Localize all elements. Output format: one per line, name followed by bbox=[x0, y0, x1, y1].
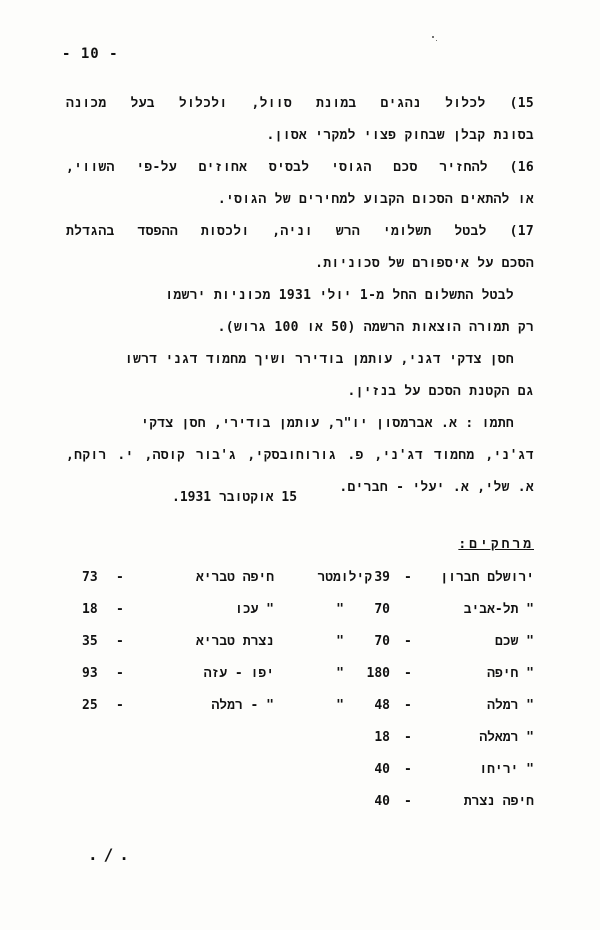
body-line: 17) לבטל תשלומי הרש וניה, ולכסות ההפסד בהגדלת bbox=[66, 224, 534, 239]
unit: קילומטר bbox=[317, 570, 372, 585]
dash-separator: - bbox=[404, 698, 412, 713]
distance-km: 48 bbox=[374, 698, 390, 713]
unit: " bbox=[336, 698, 344, 713]
route: חיפה טבריא bbox=[195, 570, 274, 585]
signatories-line: א. שלי, א. יעלי - חברים. bbox=[339, 480, 534, 495]
distance-km: 18 bbox=[374, 730, 390, 745]
end-mark: ./. bbox=[88, 845, 135, 864]
unit: " bbox=[336, 634, 344, 649]
dash-separator: - bbox=[404, 634, 412, 649]
body-line: הסכם על איספורם של סכוניות. bbox=[315, 256, 534, 271]
dash-separator: - bbox=[404, 794, 412, 809]
route: " יריחו bbox=[479, 762, 534, 777]
distance-km: 70 bbox=[374, 602, 390, 617]
dash-separator: - bbox=[116, 570, 124, 585]
distance-km: 25 bbox=[82, 698, 98, 713]
signatories-line: דג'ני, מחמוד דג'ני, פ. גורוחובסקי, ג'בור קוסה, י. רוקח, bbox=[66, 448, 534, 463]
route: נצרת טבריא bbox=[195, 634, 274, 649]
dash-separator: - bbox=[404, 762, 412, 777]
body-line: בסונת קבלן שבחוק פצוי למקרי אסון. bbox=[266, 128, 534, 143]
body-line: לבטל התשלום החל מ-1 יולי 1931 מכוניות ירשמו bbox=[165, 288, 514, 303]
distance-km: 39 bbox=[374, 570, 390, 585]
ink-speck bbox=[432, 36, 434, 38]
body-line: רק תמורה הוצאות הרשמה (50 או 100 גרוש). bbox=[217, 320, 534, 335]
distance-km: 180 bbox=[366, 666, 390, 681]
dash-separator: - bbox=[116, 666, 124, 681]
unit: " bbox=[336, 666, 344, 681]
distance-km: 70 bbox=[374, 634, 390, 649]
distance-km: 40 bbox=[374, 762, 390, 777]
page-number: - 10 - bbox=[62, 46, 119, 62]
dash-separator: - bbox=[404, 730, 412, 745]
body-line: או להתאים הסכום הקבוע למחירים של הגוסי. bbox=[217, 192, 534, 207]
distance-km: 93 bbox=[82, 666, 98, 681]
body-line: חסן צדקי דגני, עותמן בודירר ושיך מחמוד דגני דרשו bbox=[124, 352, 514, 367]
dash-separator: - bbox=[116, 698, 124, 713]
route: " תל-אביב bbox=[463, 602, 534, 617]
dash-separator: - bbox=[116, 602, 124, 617]
route: יפו - עזה bbox=[203, 666, 274, 681]
body-line: 15) לכלול נהגים במונת סוול, ולכלול בעל מכונה bbox=[66, 96, 534, 111]
route: חיפה נצרת bbox=[463, 794, 534, 809]
body-line: גם הקטנת הסכם על בנזין. bbox=[347, 384, 534, 399]
dash-separator: - bbox=[404, 570, 412, 585]
distance-km: 73 bbox=[82, 570, 98, 585]
signatories-line: חתמו : א. אברמסון יו"ר, עותמן בודירי, חסן צדקי bbox=[141, 416, 514, 431]
document-date: 15 אוקטובר 1931. bbox=[172, 490, 298, 505]
unit: " bbox=[336, 602, 344, 617]
distance-km: 18 bbox=[82, 602, 98, 617]
route: " עכו bbox=[234, 602, 274, 617]
ink-speck bbox=[436, 40, 437, 41]
route: ירושלם חברון bbox=[440, 570, 534, 585]
route: " רמלה bbox=[487, 698, 534, 713]
route: " - רמלה bbox=[211, 698, 274, 713]
distance-km: 35 bbox=[82, 634, 98, 649]
dash-separator: - bbox=[404, 666, 412, 681]
route: " חיפה bbox=[487, 666, 534, 681]
route: " רמאלה bbox=[479, 730, 534, 745]
distance-km: 40 bbox=[374, 794, 390, 809]
route: " שכם bbox=[494, 634, 534, 649]
dash-separator: - bbox=[116, 634, 124, 649]
body-line: 16) להחזיר סכם הגוסי לבסיס אחוזים על-פי השווי, bbox=[66, 160, 534, 175]
distances-title: מרחקים: bbox=[458, 537, 534, 552]
